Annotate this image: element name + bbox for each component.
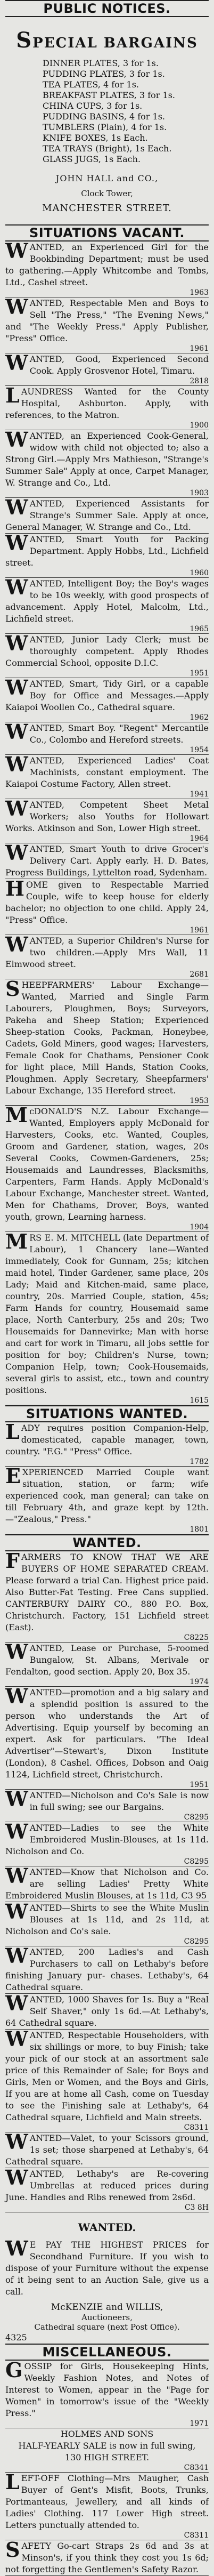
classified-ad [5, 752, 209, 799]
drop-capital: W [5, 2027, 28, 2051]
bargain-line: PUDDING PLATES, 3 for 1s. [43, 69, 165, 79]
ad-text: ANTED, Smart Youth for Packing Department. Apply Hobbs, Ltd., Lichfield street. [5, 534, 209, 568]
ad-reference: 1953 [190, 1097, 209, 1105]
classified-ad [5, 876, 209, 935]
classified-ad [5, 2358, 209, 2428]
bargain-line: TUMBLERS (Plain), 4 for 1s. [43, 122, 167, 132]
drop-capital: E [5, 1464, 21, 1488]
drop-capital: L [5, 383, 20, 407]
classified-ad [5, 1103, 209, 1231]
classified-ad [5, 1946, 209, 1993]
ad-text: ANTED, Smart, Tidy Girl, or a capable Boy for Office and Messages.—Apply Kaiapoi Woollen Co., Cathedral square. [5, 679, 209, 712]
ad-text: ANTED, 1000 Shaves for 1s. Buy a "Real Self Shaver," only 1s 6d.—At Lethaby's, 64 Cathedral square. [5, 1994, 209, 2028]
classified-ad [5, 1899, 209, 1946]
ad-text: AFETY Go-cart Straps 2s 6d and 3s at Minson's, if you think they cost you 1s 6d; not forgetting the Gentlemen's Safety Razor. [5, 2541, 209, 2574]
section-heading: SITUATIONS WANTED. [26, 1406, 188, 1421]
ad-reference: C8295 [184, 1813, 209, 1822]
drop-capital: W [5, 2236, 28, 2260]
classified-ad [5, 383, 209, 430]
classified-ad [5, 1640, 209, 1686]
drop-capital: M [5, 1229, 28, 1253]
section-heading: SITUATIONS VACANT. [29, 226, 185, 240]
ad-text: RS E. M. MITCHELL (late Department of Labour), 1 Chancery lane—Wanted immediately, Cook for Gunnam, 25s; kitchen maid hotel, Tinder Gardener, same place, 20s Lady; Maid and Kitchen-maid, same place, country, 20s. Married Couple, station, 45s; Farm Hands for country, Housemaid same place, North Canterbury, 25s and 20s; Two Housemaids for Dannevirke; Man with horse and cart for work in Timaru, all jobs settle for position for boy; Children's Nurse, town; Companion Help, town; Cook-Housemaids, several girls to assist, etc., town and country positions. [5, 1233, 209, 1395]
ad-reference: 1954 [190, 746, 209, 754]
ad-reference: 1904 [190, 1223, 209, 1231]
ad-text: ANTED—Valet, to your Scissors ground, 1s set; those sharpened at Lethaby's, 64 Cathedral square. [5, 2133, 209, 2167]
drop-capital: W [5, 351, 28, 375]
ad-reference: 1961 [190, 926, 209, 935]
classified-ad [5, 1822, 209, 1866]
ad-text: OSSIP for Girls, Housekeeping Hints, Weekly Fashion Notes, and Notes of Interest to Women, appear in the "Page for Women" in tomorrow's issue of the "Weekly Press." [5, 2361, 209, 2418]
drop-capital: W [5, 720, 28, 744]
classified-ad [5, 796, 209, 843]
classified-ad [5, 2027, 209, 2132]
bargain-line: TEA PLATES, 4 for 1s. [43, 79, 139, 90]
drop-capital: L [5, 2470, 20, 2494]
ad-text: ANTED, Lethaby's are Re-covering Umbrellas at reduced prices during June. Handles and Ribs renewed from 2s6d. [5, 2169, 209, 2202]
ad-text: AUNDRESS Wanted for the County Hospital, Ashburton. Apply, with references, to the Matron. [5, 387, 209, 420]
ad-reference: 1782 [190, 1458, 209, 1466]
drop-capital: W [5, 295, 28, 319]
drop-capital: S [5, 977, 20, 1001]
bargain-line: DINNER PLATES, 3 for 1s. [43, 58, 159, 68]
wanted-buy-firm: McKENZIE and WILLIS, [51, 2302, 163, 2313]
classified-ad [5, 2540, 209, 2575]
classified-ad [5, 979, 209, 1105]
ad-text: ANTED, Lease or Purchase, 5-roomed Bungalow, St. Albans, Merivale or Fendalton, good section. Apply 20, Box 35. [5, 1643, 209, 1677]
ad-reference: 2818 [190, 377, 209, 385]
bargains-title: PECIAL BARGAINS [32, 35, 198, 51]
section-heading: WANTED. [72, 1535, 142, 1550]
ad-text: EFT-OFF Clothing—Mrs Maugher, Cash Buyer of Gent's Misfit, Boots, Trunks, Portmanteaus, Jewellery, and all kinds of Ladies' Clothing. 117 Lower High street. Letters punctually attended to. [5, 2473, 209, 2530]
ad-reference: 1974 [190, 1678, 209, 1686]
classified-ad [5, 2132, 209, 2168]
ad-reference: 1801 [190, 1525, 209, 1534]
wanted-buy-heading: WANTED. [78, 2221, 136, 2234]
drop-capital: W [5, 239, 28, 263]
ad-text: ANTED, Smart Boy. "Regent" Mercantile Co., Colombo and Hereford streets. [29, 723, 209, 745]
classified-ad [5, 1422, 209, 1466]
bargain-line: TEA TRAYS (Bright), 1s Each. [43, 143, 172, 154]
section-heading: PUBLIC NOTICES. [43, 1, 171, 16]
drop-capital: W [5, 1787, 28, 1811]
classified-ad [5, 631, 209, 678]
drop-capital: F [5, 1549, 20, 1573]
ad-reference: C8295 [184, 1937, 209, 1946]
ad-text: ANTED—Nicholson and Co's Sale is now in full swing; see our Bargains. [29, 1790, 209, 1812]
section-heading: MISCELLANEOUS. [42, 2345, 172, 2360]
bargain-line: GLASS JUGS, 1s Each. [43, 154, 141, 164]
bargain-line: BREAKFAST PLATES, 3 for 1s. [43, 90, 175, 100]
ad-text: HOLMES AND SONS HALF-YEARLY SALE is now in full swing, 130 HIGH STREET. [18, 2429, 196, 2462]
classified-ad [5, 932, 209, 979]
ad-reference: 1971 [190, 2419, 209, 2428]
drop-capital: W [5, 1684, 28, 1708]
ad-text: cDONALD'S N.Z. Labour Exchange—Wanted, Employers apply McDonald for Harvesters, Cooks, etc. Wanted, Couples, Groom and Gardener, station, wages, 20s Several Cooks, Cowmen-Gardeners, 25s; Housemaids and Laundresses, Blacksmiths, Carpenters, Farm Hands. Apply McDonald's Labour Exchange, Manchester street. Wanted, Men for Chathams, Drover, Boys, wanted youth, grown, Learning harness. [5, 1106, 209, 1222]
classified-ad [5, 722, 209, 754]
drop-capital: M [5, 1103, 28, 1127]
ad-text: ANTED, an Experienced Cook-General, widow with child not objected to; also a Strong Girl.—Apply Mrs Mathieson, "Strange's Summer Sale" Apply at once, Carpet Manager, W. Strange and Co., Ltd. [5, 431, 209, 488]
drop-capital: W [5, 1944, 28, 1968]
drop-capital: W [5, 2166, 28, 2189]
classified-ad [5, 2470, 209, 2540]
drop-capital: W [5, 428, 28, 452]
drop-capital: W [5, 1899, 28, 1923]
ad-reference: 2681 [190, 970, 209, 979]
ad-text: ANTED, Respectable Householders, with six shillings or more, to buy Finish; take your pick of our stock at an assortment sale price of this Remainder of Sale; for Boys and Girls, Men or Women, and the Boys and Girls, If you are at home all Cash, come on Tuesday to see the Finishing sale at Lethaby's, 64 Cathedral square, Lichfield and Main streets. [5, 2030, 209, 2122]
ad-text: ANTED—promotion and a big salary and a splendid position is assured to the person who understands the Art of Advertising. Equip yourself by becoming an expert. Ask for particulars. "The Ideal Advertiser"—Stewart's, Dixon Institute (London), 8 Cashel. Offices, Dobson and Oaig 1124, Lichfield street, Christchurch. [5, 1687, 209, 1780]
classified-ad [5, 843, 209, 879]
drop-capital: W [5, 752, 28, 776]
ad-text: ANTED, 200 Ladies's and Cash Purchasers to call on Lethaby's before finishing January pur- chases. Lethaby's, 64 Cathedral square. [5, 1947, 209, 1992]
drop-capital: W [5, 531, 28, 555]
ad-reference: 1900 [190, 421, 209, 430]
drop-capital: S [5, 2538, 20, 2562]
ad-reference: 1960 [190, 569, 209, 577]
classified-ad [5, 2168, 209, 2212]
ad-reference: 1615 [190, 1396, 209, 1405]
ad-text: ANTED—Ladies to see the White Embroidered Muslin-Blouses, at 1s 11d. Nicholson and Co. [5, 1823, 209, 1856]
bargain-line: KNIFE BOXES, 1s Each. [43, 133, 148, 143]
ad-reference: 1965 [190, 625, 209, 633]
classified-ad [5, 353, 209, 385]
ad-text: ANTED, an Experienced Girl for the Bookbinding Department; must be used to gathering.—Apply Whitcombe and Tombs, Ltd., Cashel street. [5, 242, 209, 287]
ad-reference: C8311 [184, 2531, 209, 2540]
ad-reference: 1941 [190, 790, 209, 799]
classified-ad [5, 1866, 209, 1902]
classified-ad [5, 1551, 209, 1642]
bargains-drop: S [16, 28, 33, 53]
wanted-buy-ref: 4325 [5, 2332, 27, 2342]
ad-text: ANTED, Intelligent Boy; the Boy's wages to be 10s weekly, with good prospects of advancement. Apply Hotel, Malcolm, Ltd., Lichfield street. [5, 578, 209, 624]
ad-text: ANTED, Experienced Ladies' Coat Machinists, constant employment. The Kaiapoi Costume Factory, Allen street. [5, 755, 209, 789]
ad-reference: 1963 [190, 288, 209, 297]
ad-text: ARMERS TO KNOW THAT WE ARE BUYERS OF HOME SEPARATED CREAM. Please forward a trial Can. Highest price paid. Also Butter-Fat Testing. Free Cans supplied. CANTERBURY DAIRY CO., 880 P.O. Box, Christchurch. Factory, 151 Lichfield street (East). [5, 1552, 209, 1632]
drop-capital: W [5, 841, 28, 865]
bargains-firm: JOHN HALL and CO., [55, 173, 159, 183]
classified-ad [5, 2428, 209, 2472]
ad-reference: 1962 [190, 713, 209, 722]
drop-capital: W [5, 796, 28, 820]
ad-text: ANTED, Junior Lady Clerk; must be thoroughly competent. Apply Rhodes Commercial School, opposite D.I.C. [5, 634, 209, 668]
bargains-list [5, 58, 209, 165]
drop-capital: W [5, 1640, 28, 1664]
ad-text: OME given to Respectable Married Couple, wife to keep house for elderly bachelor; no objection to one child. Apply 24, "Press" Office. [5, 880, 209, 925]
drop-capital: W [5, 1991, 28, 2015]
ad-reference: C3 8H [184, 2203, 209, 2212]
wanted-buy-sub: Auctioneers, [81, 2313, 133, 2322]
drop-capital: W [5, 575, 28, 599]
ad-reference: 1951 [190, 1781, 209, 1789]
classified-ad [5, 241, 209, 297]
ad-text: ANTED, Experienced Assistants for Strange's Summer Sale. Apply at once, General Manager, W. Strange and Co., Ltd. [5, 498, 209, 532]
ad-reference: 1961 [190, 344, 209, 353]
classified-ad [5, 297, 209, 353]
classified-ad [5, 1229, 209, 1405]
bargain-line: PUDDING BASINS, 4 for 1s. [43, 111, 165, 122]
wanted-buy-address: Cathedral square (next Post Office). [34, 2322, 180, 2332]
ad-text: ANTED, a Superior Children's Nurse for two children.—Apply Mrs Wall, 11 Elmwood street. [5, 936, 209, 969]
classified-ad [5, 1991, 209, 2029]
bargains-heading [5, 28, 209, 53]
bargain-line: CHINA CUPS, 3 for 1s. [43, 101, 143, 111]
classified-ad [5, 575, 209, 633]
classified-ad [5, 531, 209, 577]
drop-capital: H [5, 876, 24, 900]
ad-text: ADY requires position Companion-Help, domesticated, capable manager, town, country. "F.G." "Press" Office. [5, 1423, 209, 1456]
classified-ad [5, 495, 209, 533]
ad-text: ANTED, Competent Sheet Metal Workers; also Youths for Hollowart Works. Atkinson and Son, Lower High street. [5, 800, 209, 833]
ad-text: ANTED—Shirts to see the White Muslin Blouses at 1s 11d, and 2s 11d, at Nicholson and Co's sale. [5, 1903, 209, 1936]
classified-ad [5, 1787, 209, 1822]
ad-reference: 1951 [190, 669, 209, 678]
drop-capital: W [5, 631, 28, 655]
ad-text: ANTED, Respectable Men and Boys to Sell "The Press," "The Evening News," and "The Weekly Press." Apply Publisher, "Press" Office. [5, 298, 209, 343]
drop-capital: W [5, 1820, 28, 1844]
ad-reference: 1964 [190, 834, 209, 843]
classified-ad [5, 2236, 209, 2298]
classified-ad [5, 1464, 209, 1534]
classified-ad [5, 1684, 209, 1789]
divider-rule [5, 16, 209, 17]
drop-capital: W [5, 1864, 28, 1888]
ad-text: ANTED, Good, Experienced Second Cook. Apply Grosvenor Hotel, Timaru. [29, 354, 209, 376]
drop-capital: W [5, 932, 28, 956]
ad-reference: C8311 [184, 2123, 209, 2132]
drop-capital: L [5, 1420, 20, 1444]
ad-reference: C8295 [184, 1857, 209, 1866]
drop-capital: W [5, 2130, 28, 2154]
drop-capital: W [5, 495, 28, 519]
ad-reference: 1903 [190, 489, 209, 497]
classified-ad [5, 675, 209, 722]
ad-text: ANTED—Know that Nicholson and Co. are selling Ladies' Pretty White Embroidered Muslin Blouses, at 1s 11d, C3 95 [5, 1867, 209, 1901]
ad-text: ANTED, Smart Youth to drive Grocer's Delivery Cart. Apply early. H. D. Bates, Progress Buildings, Lyttelton road, Sydenham. [5, 844, 209, 878]
drop-capital: G [5, 2358, 23, 2382]
ad-text: XPERIENCED Married Couple want situation, station, or farm; wife experienced cook, man general; can take on till February 4th, and graze kept by 12th.—"Zealous," Press." [5, 1467, 209, 1524]
classified-ad [5, 430, 209, 497]
ad-reference: C8341 [184, 2464, 209, 2472]
ad-text: HEEPFARMERS' Labour Exchange—Wanted, Married and Single Farm Labourers, Ploughmen, Boys; Surveyors, Pakeha and Sheep Station; Experienced Sheep-station Cooks, Packman, Honeybee, Cadets, Gold Miners, good wages; Harvesters, Female Cook for Chathams, Pensioner Cook for light place, Mill Hands, Station Cooks, Ploughmen. Apply Secretary, Sheepfarmers' Labour Exchange, 135 Hereford street. [5, 980, 209, 1096]
drop-capital: W [5, 675, 28, 699]
ad-text: E PAY THE HIGHEST PRICES for Secondhand Furniture. If you wish to dispose of your Furniture without the expense of it being sent to an Auction Sale, give us a call. [5, 2240, 209, 2297]
ad-reference: C8225 [184, 1633, 209, 1642]
bargains-street: MANCHESTER STREET. [42, 203, 172, 214]
bargains-place: Clock Tower, [81, 189, 133, 198]
